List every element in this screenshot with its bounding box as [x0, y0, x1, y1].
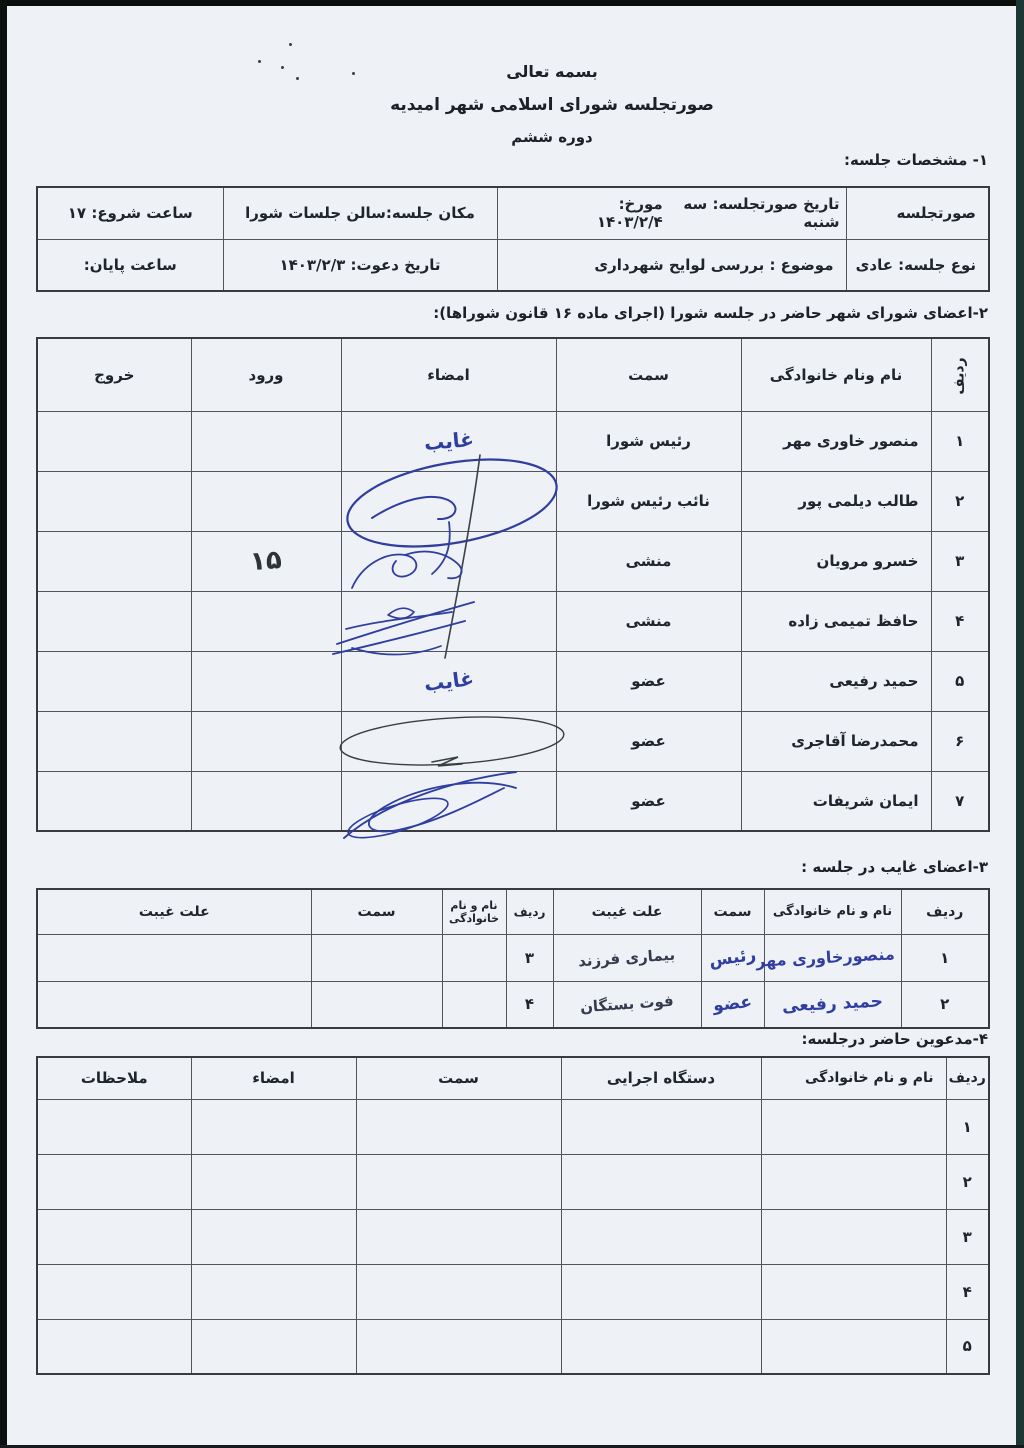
member-position: عضو — [556, 711, 741, 771]
invitee-name — [761, 1154, 946, 1209]
member-row — [37, 471, 989, 531]
absentee-index: ۲ — [901, 981, 989, 1028]
member-signature — [341, 471, 556, 531]
section3-heading: ۳-اعضای غایب در جلسه : — [801, 858, 988, 876]
member-index: ۷ — [931, 771, 989, 831]
meeting-subject-cell: موضوع : بررسی لوایح شهرداری — [497, 239, 846, 291]
invitee-position — [356, 1154, 561, 1209]
member-name: ایمان شریفات — [741, 771, 931, 831]
col-position-b: سمت — [311, 889, 442, 934]
invitee-agency — [561, 1154, 761, 1209]
invitee-notes — [37, 1099, 191, 1154]
ink-speck — [289, 43, 292, 46]
member-index: ۴ — [931, 591, 989, 651]
col-signature: امضاء — [341, 338, 556, 411]
absentee-name — [755, 934, 901, 981]
invitee-agency — [561, 1209, 761, 1264]
invitee-row — [37, 1099, 989, 1154]
invitee-agency — [561, 1319, 761, 1374]
col-notes: ملاحظات — [37, 1057, 191, 1099]
member-entry — [191, 651, 341, 711]
col-entry: ورود — [191, 338, 341, 411]
absentee-name — [442, 934, 506, 981]
member-signature — [341, 711, 556, 771]
absentee-row — [37, 981, 989, 1028]
member-entry — [191, 591, 341, 651]
invitee-signature — [191, 1209, 356, 1264]
invitee-name — [761, 1099, 946, 1154]
document-title: صورتجلسه شورای اسلامی شهر امیدیه — [390, 95, 714, 115]
member-name: منصور خاوری مهر — [741, 411, 931, 471]
col-position: سمت — [556, 338, 741, 411]
member-name: محمدرضا آقاجری — [741, 711, 931, 771]
invitee-notes — [37, 1264, 191, 1319]
absentee-index: ۴ — [506, 981, 553, 1028]
col-name: نام ونام خانوادگی — [741, 338, 931, 411]
document-term: دوره ششم — [511, 128, 593, 146]
bismillah: بسمه تعالی — [506, 62, 598, 81]
member-row — [37, 531, 989, 591]
member-row — [37, 771, 989, 831]
invitee-signature — [191, 1154, 356, 1209]
absentee-row — [37, 934, 989, 981]
invitee-agency — [561, 1264, 761, 1319]
absentee-position — [311, 934, 442, 981]
invitee-name — [761, 1319, 946, 1374]
handwritten-reason: فوت بستگان — [579, 992, 675, 1017]
minutes-date-label: تاریخ صورتجلسه: سه شنبه — [683, 195, 840, 232]
invitee-index: ۲ — [946, 1154, 989, 1209]
absentee-reason — [553, 981, 701, 1028]
member-exit — [37, 651, 191, 711]
meeting-info-table — [36, 186, 990, 292]
col-row-b: ردیف — [506, 889, 553, 934]
member-exit — [37, 711, 191, 771]
scan-edge-right — [1016, 0, 1024, 1448]
member-entry — [191, 411, 341, 471]
col-agency: دستگاه اجرایی — [561, 1057, 761, 1099]
absentee-position — [311, 981, 442, 1028]
absentee-name — [442, 981, 506, 1028]
invite-date-cell: تاریخ دعوت: ۱۴۰۳/۲/۳ — [223, 239, 497, 291]
member-row — [37, 651, 989, 711]
col-name-b: نام و نام خانوادگی — [442, 889, 506, 934]
member-name: حافظ تمیمی زاده — [741, 591, 931, 651]
member-position: رئیس شورا — [556, 411, 741, 471]
handwritten-position: رئیس — [707, 944, 758, 971]
member-index: ۱ — [931, 411, 989, 471]
member-signature — [341, 411, 556, 471]
handwritten-entry-time: ۱۵ — [249, 544, 283, 578]
handwritten-name: حمید رفیعی — [781, 991, 884, 1017]
absentee-index: ۱ — [901, 934, 989, 981]
section2-heading: ۲-اعضای شورای شهر حاضر در جلسه شورا (اجرای ماده ۱۶ قانون شوراها): — [433, 304, 988, 322]
section1-heading: ۱- مشخصات جلسه: — [844, 151, 988, 169]
start-time-cell: ساعت شروع: ۱۷ — [37, 187, 223, 239]
member-entry — [191, 771, 341, 831]
invitee-row — [37, 1319, 989, 1374]
scan-edge-left — [0, 0, 7, 1448]
col-row: ردیف — [946, 1057, 989, 1099]
member-position: منشی — [556, 531, 741, 591]
col-name: نام و نام خانوادگی — [761, 1057, 946, 1099]
col-signature: امضاء — [191, 1057, 356, 1099]
minutes-date-value: مورخ: ۱۴۰۳/۲/۴ — [596, 195, 663, 232]
scan-edge-top — [0, 0, 1024, 6]
member-index: ۶ — [931, 711, 989, 771]
member-position: عضو — [556, 651, 741, 711]
meeting-location-cell: مکان جلسه:سالن جلسات شورا — [223, 187, 497, 239]
member-signature — [341, 771, 556, 831]
handwritten-position: عضو — [712, 992, 753, 1017]
invitee-notes — [37, 1209, 191, 1264]
member-name: خسرو مرویان — [741, 531, 931, 591]
present-members-table — [36, 337, 990, 832]
invitee-signature — [191, 1099, 356, 1154]
invitee-index: ۴ — [946, 1264, 989, 1319]
member-exit — [37, 771, 191, 831]
invitee-name — [761, 1264, 946, 1319]
col-name-a: نام و نام خانوادگی — [764, 889, 901, 934]
member-position: عضو — [556, 771, 741, 831]
minutes-label-cell: صورتجلسه — [846, 187, 989, 239]
member-index: ۳ — [931, 531, 989, 591]
invitees-table — [36, 1056, 990, 1375]
invitee-position — [356, 1209, 561, 1264]
invitee-row — [37, 1209, 989, 1264]
invitee-agency — [561, 1099, 761, 1154]
member-exit — [37, 411, 191, 471]
col-position: سمت — [356, 1057, 561, 1099]
member-row — [37, 591, 989, 651]
invitee-position — [356, 1319, 561, 1374]
handwritten-reason: بیماری فرزند — [577, 945, 677, 970]
member-name: حمید رفیعی — [741, 651, 931, 711]
member-name: طالب دیلمی پور — [741, 471, 931, 531]
absentee-reason — [37, 981, 311, 1028]
col-row-a: ردیف — [901, 889, 989, 934]
invitee-signature — [191, 1264, 356, 1319]
section4-heading: ۴-مدعوین حاضر درجلسه: — [801, 1030, 988, 1048]
col-exit: خروج — [37, 338, 191, 411]
absentee-position — [701, 934, 764, 981]
member-index: ۵ — [931, 651, 989, 711]
col-reason-b: علت غیبت — [37, 889, 311, 934]
invitee-notes — [37, 1154, 191, 1209]
member-signature — [341, 651, 556, 711]
invitee-position — [356, 1264, 561, 1319]
absentee-position — [701, 981, 764, 1028]
absentee-reason — [37, 934, 311, 981]
member-signature — [341, 531, 556, 591]
col-row — [931, 338, 989, 411]
member-exit — [37, 591, 191, 651]
invitee-position — [356, 1099, 561, 1154]
member-row — [37, 411, 989, 471]
member-signature — [341, 591, 556, 651]
minutes-date-cell — [497, 187, 846, 239]
absent-note: غایب — [422, 426, 475, 456]
member-entry — [191, 531, 341, 591]
member-index: ۲ — [931, 471, 989, 531]
invitee-index: ۳ — [946, 1209, 989, 1264]
absentee-name — [764, 981, 901, 1028]
member-entry — [191, 471, 341, 531]
invitee-name — [761, 1209, 946, 1264]
member-row — [37, 711, 989, 771]
invitee-index: ۵ — [946, 1319, 989, 1374]
row-header-rotated: ردیف — [951, 357, 968, 395]
member-entry — [191, 711, 341, 771]
member-exit — [37, 531, 191, 591]
member-position: نائب رئیس شورا — [556, 471, 741, 531]
handwritten-name: منصورخاوری مهر — [755, 944, 895, 971]
invitee-row — [37, 1264, 989, 1319]
member-exit — [37, 471, 191, 531]
col-position-a: سمت — [701, 889, 764, 934]
absentee-reason — [553, 934, 701, 981]
invitee-notes — [37, 1319, 191, 1374]
end-time-cell: ساعت پایان: — [37, 239, 223, 291]
invitee-signature — [191, 1319, 356, 1374]
absentee-index: ۳ — [506, 934, 553, 981]
invitee-index: ۱ — [946, 1099, 989, 1154]
absent-note: غایب — [422, 666, 475, 696]
invitee-row — [37, 1154, 989, 1209]
col-reason-a: علت غیبت — [553, 889, 701, 934]
member-position: منشی — [556, 591, 741, 651]
meeting-type-cell: نوع جلسه: عادی — [846, 239, 989, 291]
absent-members-table — [36, 888, 990, 1029]
